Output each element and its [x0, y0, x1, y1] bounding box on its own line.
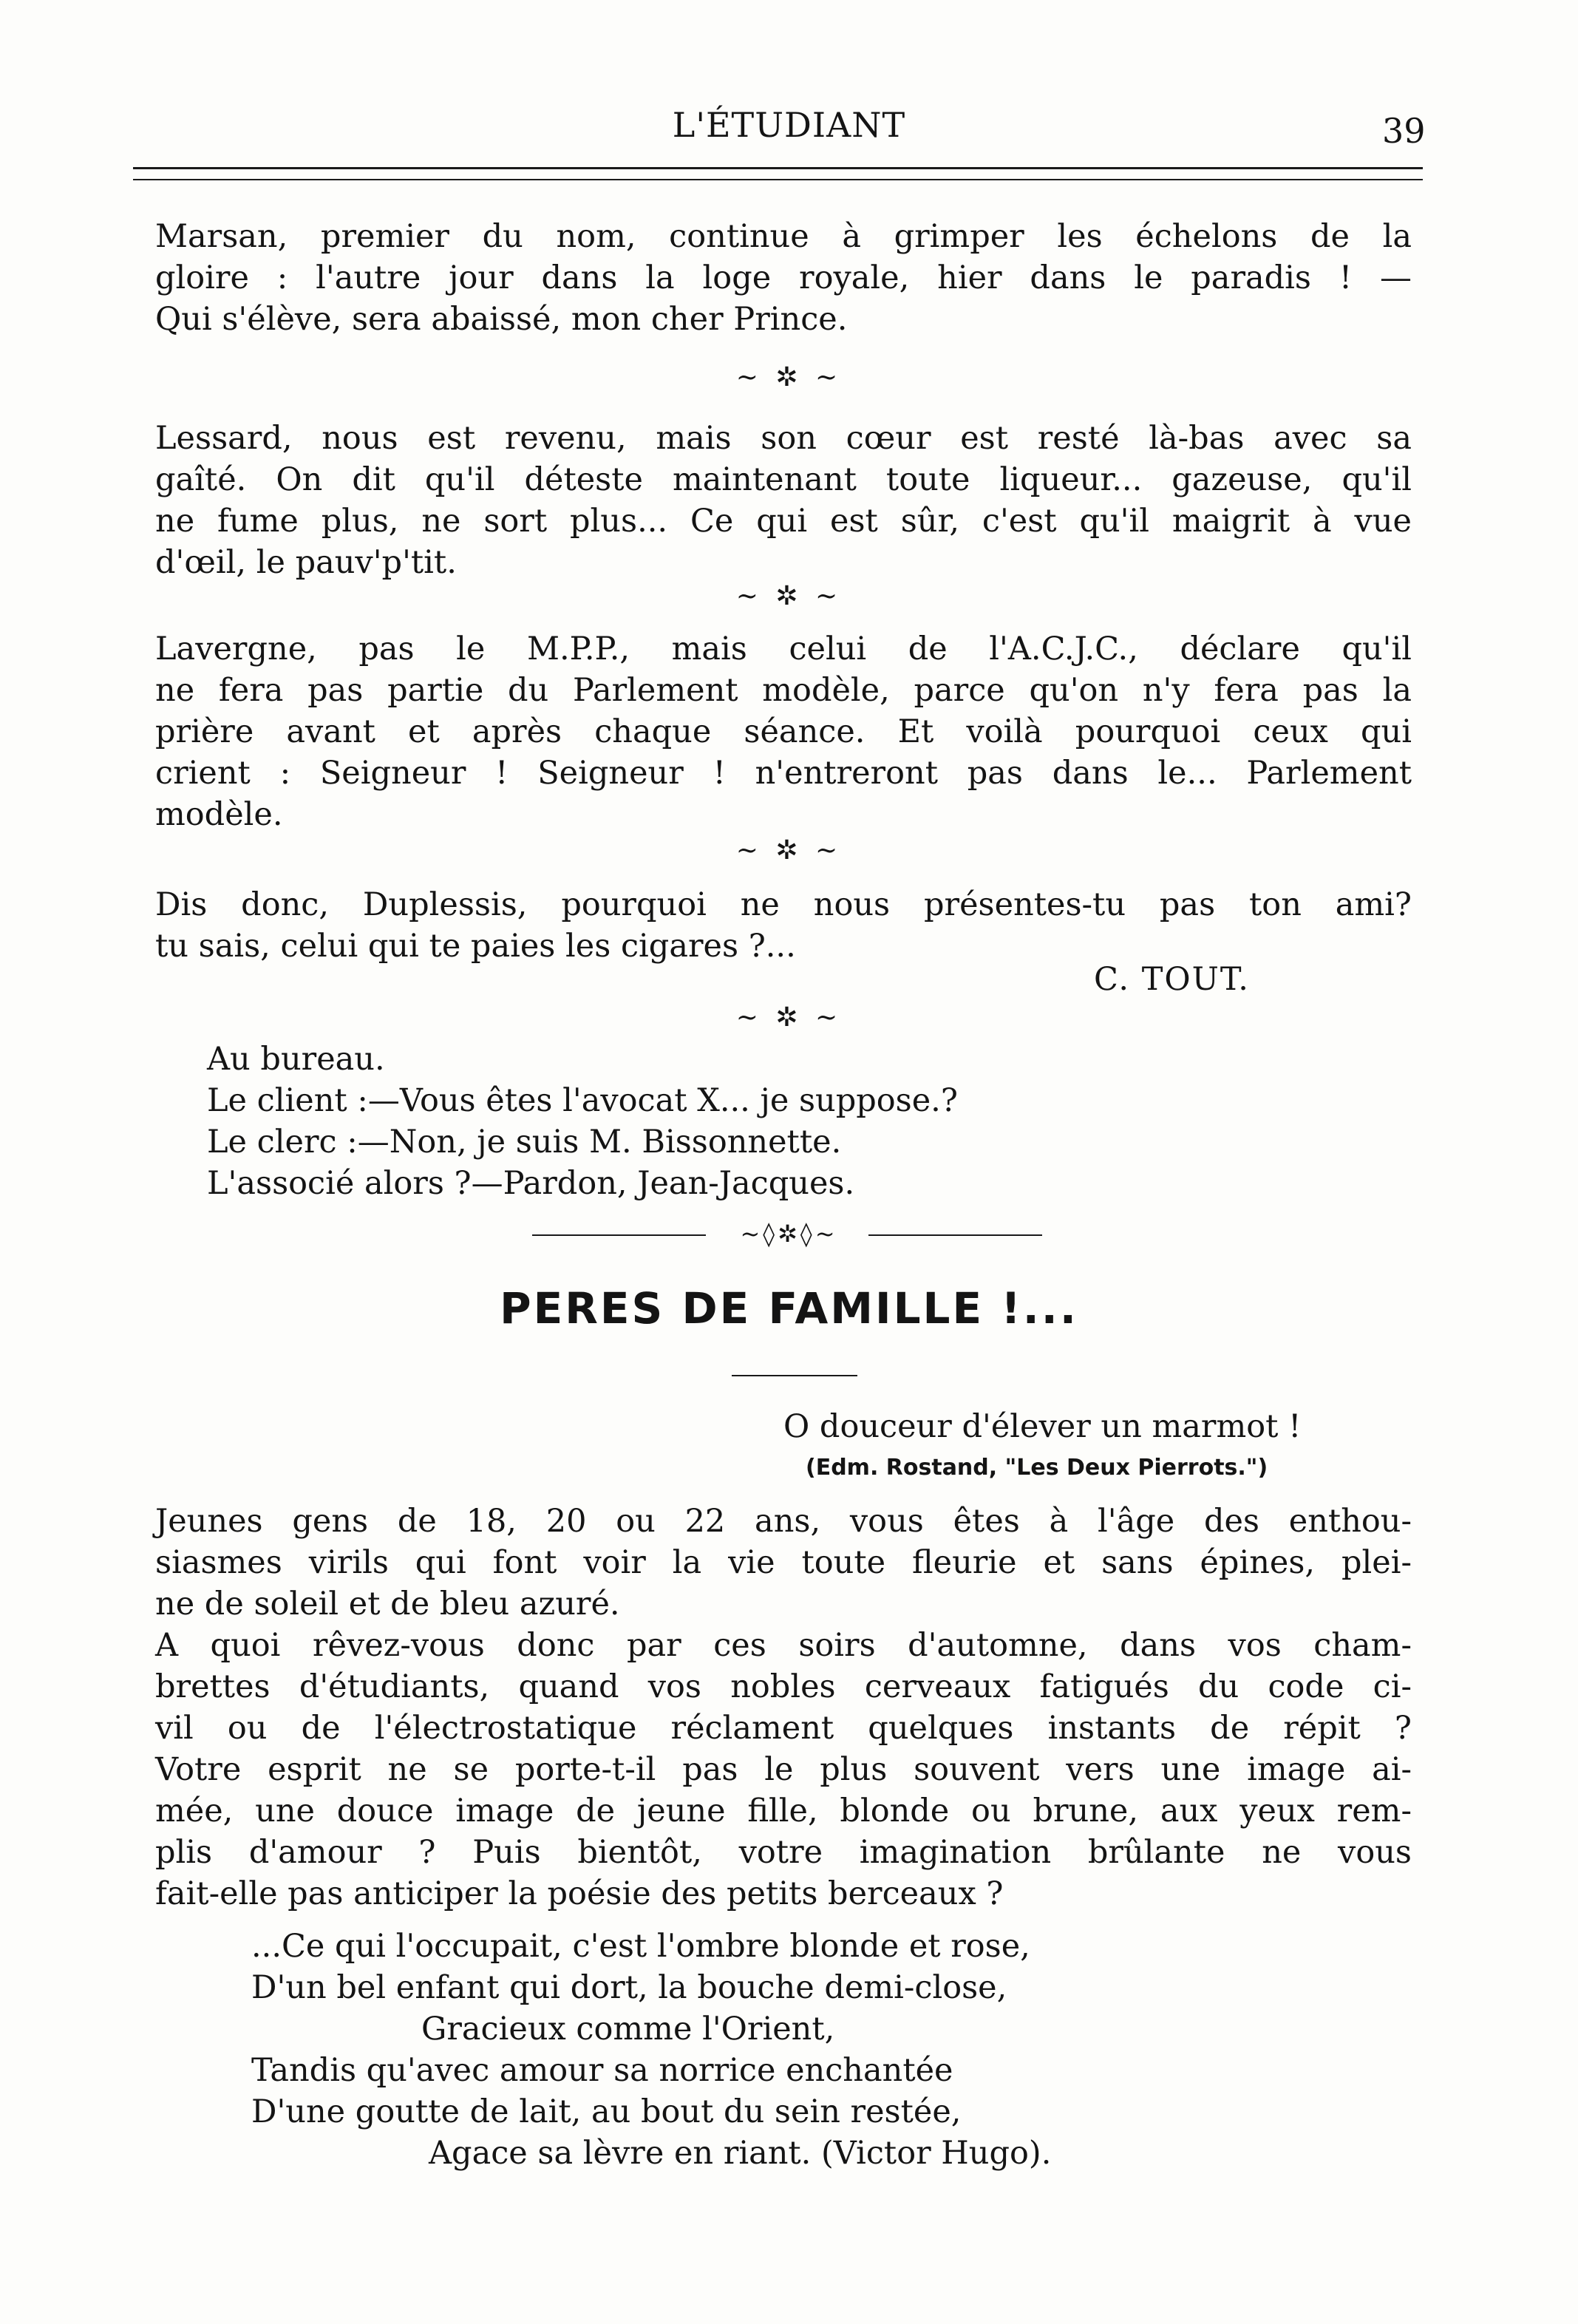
dialogue-line: Au bureau.: [207, 1041, 385, 1078]
text-line: fait-elle pas anticiper la poésie des petits berceaux ?: [155, 1875, 1004, 1912]
dialogue-line: L'associé alors ?—Pardon, Jean-Jacques.: [207, 1165, 855, 1202]
poem-line: D'un bel enfant qui dort, la bouche demi-close,: [251, 1969, 1007, 2006]
paragraph: [155, 216, 1412, 340]
text-line: Jeunes gens de 18, 20 ou 22 ans, vous êtes à l'âge des enthou-: [155, 1503, 1412, 1540]
paragraph: [155, 884, 1412, 967]
article-title: PERES DE FAMILLE !...: [500, 1283, 1078, 1333]
poem-line: Tandis qu'avec amour sa norrice enchantée: [251, 2052, 953, 2089]
poem-line: Agace sa lèvre en riant. (Victor Hugo).: [429, 2135, 1052, 2172]
page-number: 39: [1382, 111, 1426, 151]
poem-line: Gracieux comme l'Orient,: [421, 2011, 835, 2048]
running-title: L'ÉTUDIANT: [672, 105, 906, 145]
ornament-mark: ~◊✲◊~: [740, 1220, 838, 1248]
text-line: brettes d'étudiants, quand vos nobles cerveaux fatigués du code ci-: [155, 1668, 1412, 1705]
dialogue: [207, 1039, 958, 1204]
text-line: mée, une douce image de jeune fille, blonde ou brune, aux yeux rem-: [155, 1793, 1412, 1829]
text-line: plis d'amour ? Puis bientôt, votre imagination brûlante ne vous: [155, 1834, 1412, 1871]
epigraph: O douceur d'élever un marmot !: [783, 1408, 1302, 1445]
paragraph: [155, 1625, 1412, 1914]
poem-line: D'une goutte de lait, au bout du sein restée,: [251, 2093, 962, 2130]
separator-ornament: ~ ✲ ~: [735, 581, 843, 611]
text-line: vil ou de l'électrostatique réclament quelques instants de répit ?: [155, 1710, 1412, 1747]
separator-ornament: ~ ✲ ~: [735, 835, 843, 866]
text-line: Votre esprit ne se porte-t-il pas le plus souvent vers une image ai-: [155, 1751, 1412, 1788]
text-line: Lavergne, pas le M.P.P., mais celui de l'A.C.J.C., déclare qu'il: [155, 631, 1412, 667]
text-line: Qui s'élève, sera abaissé, mon cher Prince.: [155, 301, 848, 338]
text-line: Dis donc, Duplessis, pourquoi ne nous présentes-tu pas ton ami?: [155, 886, 1412, 923]
paragraph: [155, 418, 1412, 583]
text-line: gloire : l'autre jour dans la loge royale, hier dans le paradis ! —: [155, 259, 1412, 296]
title-rule: [732, 1375, 857, 1376]
text-line: ne de soleil et de bleu azuré.: [155, 1586, 620, 1623]
poem: [251, 1926, 1051, 2174]
header-rule-thin: [133, 179, 1423, 180]
dialogue-line: Le clerc :—Non, je suis M. Bissonnette.: [207, 1124, 842, 1161]
text-line: crient : Seigneur ! Seigneur ! n'entreront pas dans le... Parlement: [155, 755, 1412, 792]
text-line: gaîté. On dit qu'il déteste maintenant toute liqueur... gazeuse, qu'il: [155, 461, 1412, 498]
text-line: modèle.: [155, 796, 283, 833]
dialogue-line: Le client :—Vous êtes l'avocat X... je suppose.?: [207, 1082, 958, 1119]
paragraph: [155, 628, 1412, 835]
separator-ornament: ~ ✲ ~: [735, 1002, 843, 1033]
separator-ornament: ~ ✲ ~: [735, 362, 843, 393]
paragraph: [155, 1501, 1412, 1625]
signature: C. TOUT.: [1094, 961, 1250, 998]
text-line: Marsan, premier du nom, continue à grimper les échelons de la: [155, 218, 1412, 255]
ornament-rule-right: [868, 1234, 1042, 1236]
text-line: tu sais, celui qui te paies les cigares ?...: [155, 928, 796, 965]
text-line: d'œil, le pauv'p'tit.: [155, 544, 457, 581]
text-line: ne fera pas partie du Parlement modèle, parce qu'on n'y fera pas la: [155, 672, 1412, 709]
text-line: siasmes virils qui font voir la vie toute fleurie et sans épines, plei-: [155, 1544, 1412, 1581]
epigraph-source: (Edm. Rostand, "Les Deux Pierrots."): [806, 1455, 1268, 1481]
poem-line: ...Ce qui l'occupait, c'est l'ombre blonde et rose,: [251, 1928, 1030, 1965]
text-line: A quoi rêvez-vous donc par ces soirs d'automne, dans vos cham-: [155, 1627, 1412, 1664]
text-line: ne fume plus, ne sort plus... Ce qui est sûr, c'est qu'il maigrit à vue: [155, 503, 1412, 540]
text-line: prière avant et après chaque séance. Et voilà pourquoi ceux qui: [155, 713, 1412, 750]
text-line: Lessard, nous est revenu, mais son cœur est resté là-bas avec sa: [155, 420, 1412, 457]
header-rule-thick: [133, 167, 1423, 169]
